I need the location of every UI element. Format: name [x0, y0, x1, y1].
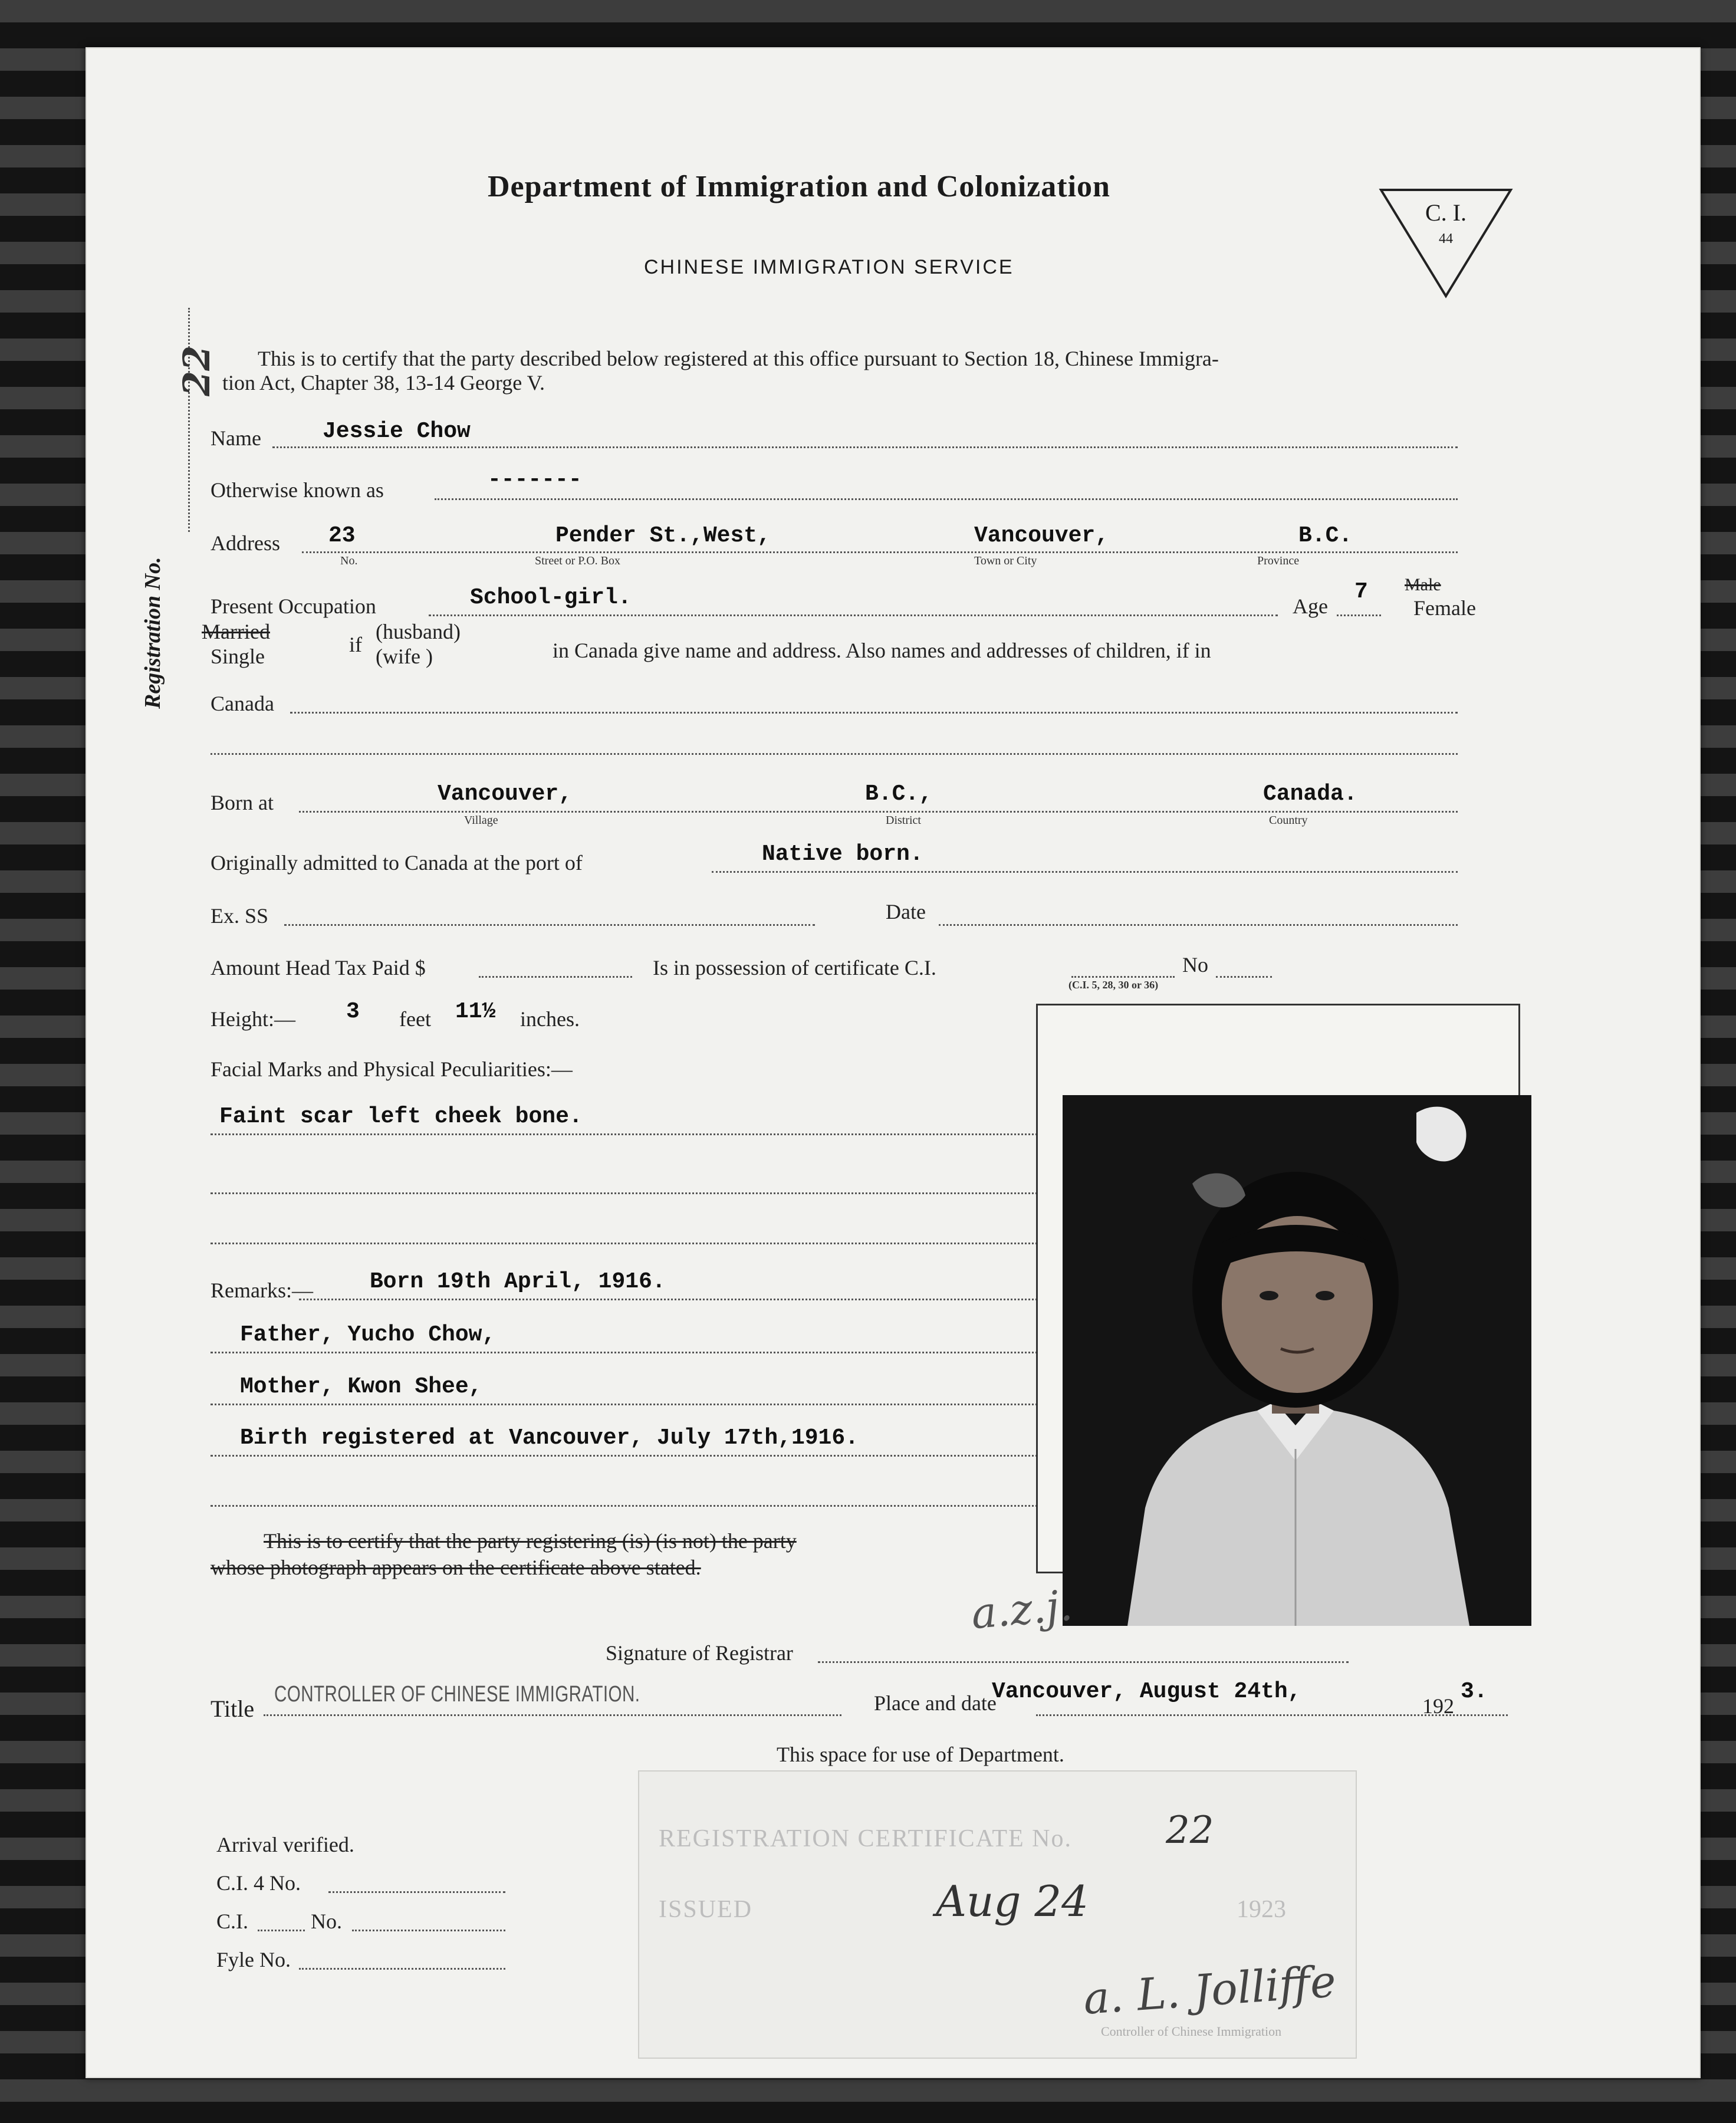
wife-label: (wife ): [376, 645, 433, 668]
arrival-verified-label: Arrival verified.: [216, 1833, 354, 1856]
stamp-issued-date: Aug 24: [936, 1876, 1089, 1926]
registration-no-label: Registration No.: [140, 557, 165, 709]
ci-no-label-1: C.I.: [216, 1910, 248, 1933]
ex-ss-label: Ex. SS: [211, 904, 269, 928]
year-prefix: 192: [1422, 1694, 1454, 1718]
department-title: Department of Immigration and Colonization: [488, 170, 1110, 203]
if-label: if: [349, 633, 362, 656]
born-district-caption: District: [886, 814, 921, 827]
struck-certify-line-1: This is to certify that the party registering (is) (is not) the party: [264, 1529, 797, 1553]
married-struck: Married: [202, 620, 270, 643]
ci-no-label-2: No.: [311, 1910, 342, 1933]
admitted-value: Native born.: [762, 842, 923, 867]
applicant-photo: [1063, 1095, 1531, 1626]
address-city-caption: Town or City: [974, 554, 1037, 567]
certify-text-line-1: This is to certify that the party described below registered at this office pursuant to Section 18, Chinese Immigra-: [258, 347, 1219, 370]
address-province-caption: Province: [1257, 554, 1300, 567]
service-title: CHINESE IMMIGRATION SERVICE: [644, 256, 1014, 278]
sex-male-struck: Male: [1405, 575, 1441, 594]
signature-label: Signature of Registrar: [606, 1641, 793, 1665]
stamp-controller-caption: Controller of Chinese Immigration: [1101, 2024, 1282, 2039]
single-label: Single: [211, 645, 265, 668]
address-city: Vancouver,: [974, 523, 1109, 548]
born-label: Born at: [211, 791, 274, 814]
age-value: 7: [1354, 579, 1368, 604]
remarks-label: Remarks:—: [211, 1279, 313, 1302]
address-province: B.C.: [1298, 523, 1353, 548]
age-label: Age: [1293, 594, 1328, 618]
stamp-issued-year: 1923: [1237, 1896, 1286, 1923]
aka-label: Otherwise known as: [211, 478, 384, 502]
form-code-top: C. I.: [1425, 199, 1467, 226]
fyle-no-label: Fyle No.: [216, 1948, 291, 1971]
facial-marks-label: Facial Marks and Physical Peculiarities:—: [211, 1057, 573, 1081]
possession-label: Is in possession of certificate C.I.: [653, 956, 936, 980]
aka-value: -------: [488, 467, 582, 492]
name-label: Name: [211, 426, 261, 450]
certify-text-line-2: tion Act, Chapter 38, 13-14 George V.: [222, 371, 545, 395]
height-label: Height:—: [211, 1007, 295, 1031]
sex-female: Female: [1413, 596, 1476, 620]
address-street-caption: Street or P.O. Box: [535, 554, 620, 567]
remark-line-4: Birth registered at Vancouver, July 17th,1916.: [240, 1425, 859, 1451]
title-value: CONTROLLER OF CHINESE IMMIGRATION.: [274, 1682, 640, 1707]
ci4-label: C.I. 4 No.: [216, 1871, 301, 1895]
registrar-signature: a.z.j.: [969, 1580, 1075, 1639]
born-village-caption: Village: [464, 814, 498, 827]
born-country: Canada.: [1263, 781, 1357, 807]
height-inches: 11½: [455, 999, 496, 1024]
occupation-label: Present Occupation: [211, 594, 376, 618]
born-village: Vancouver,: [438, 781, 573, 807]
canada-label: Canada: [211, 692, 274, 715]
admitted-label: Originally admitted to Canada at the port of: [211, 851, 583, 875]
year-suffix: 3.: [1461, 1679, 1488, 1704]
stamp-registration-number: 22: [1166, 1809, 1214, 1852]
date-label: Date: [886, 900, 926, 924]
place-date-value: Vancouver, August 24th,: [992, 1679, 1301, 1704]
name-value: Jessie Chow: [323, 419, 471, 444]
ci-caption: (C.I. 5, 28, 30 or 36): [1068, 979, 1159, 991]
born-country-caption: Country: [1269, 814, 1308, 827]
stamp-registration-label: REGISTRATION CERTIFICATE No.: [659, 1825, 1072, 1852]
struck-certify-line-2: whose photograph appears on the certificate above stated.: [211, 1556, 701, 1579]
head-tax-label: Amount Head Tax Paid $: [211, 956, 426, 980]
address-number: 23: [328, 523, 356, 548]
registration-no-value: 22: [175, 345, 218, 396]
occupation-value: School-girl.: [470, 585, 632, 610]
remark-line-3: Mother, Kwon Shee,: [240, 1374, 482, 1399]
children-text: in Canada give name and address. Also names and addresses of children, if in: [553, 639, 1211, 662]
address-street: Pender St.,West,: [555, 523, 771, 548]
remark-line-1: Born 19th April, 1916.: [370, 1269, 666, 1294]
address-label: Address: [211, 531, 280, 555]
husband-label: (husband): [376, 620, 461, 643]
born-district: B.C.,: [865, 781, 933, 807]
inches-label: inches.: [520, 1007, 580, 1031]
address-number-caption: No.: [340, 554, 358, 567]
height-feet: 3: [346, 999, 360, 1024]
controller-signature: a. L. Jolliffe: [1081, 1956, 1338, 2025]
form-code-bottom: 44: [1439, 231, 1453, 247]
feet-label: feet: [399, 1007, 431, 1031]
title-label: Title: [211, 1695, 255, 1722]
certificate-no-label: No: [1182, 953, 1208, 977]
department-use-heading: This space for use of Department.: [777, 1743, 1064, 1766]
facial-marks-value: Faint scar left cheek bone.: [219, 1104, 583, 1129]
remark-line-2: Father, Yucho Chow,: [240, 1322, 496, 1348]
place-date-label: Place and date: [874, 1691, 997, 1715]
registration-certificate: [86, 47, 1701, 2078]
stamp-issued-label: ISSUED: [659, 1896, 753, 1923]
